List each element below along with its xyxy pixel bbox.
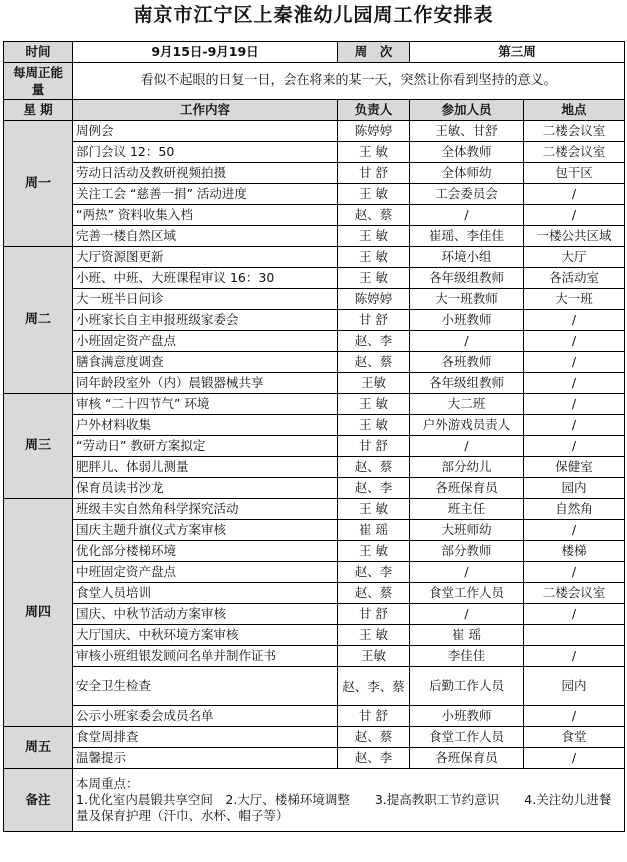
task-content: 小班、中班、大班课程审议 16：30 xyxy=(73,268,338,289)
task-content: 审核小班组银发顾问名单并制作证书 xyxy=(73,646,338,667)
task-location xyxy=(524,625,625,646)
task-owner: 赵、李 xyxy=(338,331,410,352)
day-label: 周三 xyxy=(4,394,73,499)
col-participants: 参加人员 xyxy=(410,100,524,121)
task-row xyxy=(4,184,625,205)
task-location: / xyxy=(524,562,625,583)
task-content: 保育员读书沙龙 xyxy=(73,478,338,499)
task-content: 国庆、中秋节活动方案审核 xyxy=(73,604,338,625)
col-content: 工作内容 xyxy=(73,100,338,121)
task-row xyxy=(4,604,625,625)
task-participants: 大班师幼 xyxy=(410,520,524,541)
task-owner: 陈婷婷 xyxy=(338,121,410,142)
motto-row xyxy=(4,63,625,100)
task-content: “两热” 资料收集入档 xyxy=(73,205,338,226)
task-owner: 王 敏 xyxy=(338,184,410,205)
task-owner: 赵、李、蔡 xyxy=(338,667,410,706)
task-participants: 部分教师 xyxy=(410,541,524,562)
task-content: 大厅国庆、中秋环境方案审核 xyxy=(73,625,338,646)
task-row xyxy=(4,394,625,415)
task-owner: 甘 舒 xyxy=(338,706,410,727)
task-owner: 王 敏 xyxy=(338,541,410,562)
week-label: 周 次 xyxy=(338,42,410,63)
task-row xyxy=(4,142,625,163)
remarks-label: 备注 xyxy=(4,769,73,832)
task-row xyxy=(4,748,625,769)
task-owner: 赵、李 xyxy=(338,748,410,769)
task-location: 二楼会议室 xyxy=(524,121,625,142)
day-label: 周五 xyxy=(4,727,73,769)
task-row xyxy=(4,457,625,478)
task-location: / xyxy=(524,748,625,769)
task-row xyxy=(4,352,625,373)
task-row xyxy=(4,727,625,748)
task-participants: 大二班 xyxy=(410,394,524,415)
task-participants: 食堂工作人员 xyxy=(410,727,524,748)
task-participants: / xyxy=(410,331,524,352)
task-row xyxy=(4,247,625,268)
task-location: / xyxy=(524,205,625,226)
task-location: / xyxy=(524,352,625,373)
task-location: / xyxy=(524,331,625,352)
task-owner: 王 敏 xyxy=(338,142,410,163)
task-row xyxy=(4,373,625,394)
task-owner: 赵、李 xyxy=(338,562,410,583)
task-participants: 工会委员会 xyxy=(410,184,524,205)
task-owner: 陈婷婷 xyxy=(338,289,410,310)
day-label: 周一 xyxy=(4,121,73,247)
task-location: / xyxy=(524,706,625,727)
task-location: 大一班 xyxy=(524,289,625,310)
task-location: 二楼会议室 xyxy=(524,583,625,604)
col-day: 星 期 xyxy=(4,100,73,121)
day-label: 周二 xyxy=(4,247,73,394)
task-row xyxy=(4,415,625,436)
task-row xyxy=(4,289,625,310)
task-location: / xyxy=(524,373,625,394)
task-content: 国庆主题升旗仪式方案审核 xyxy=(73,520,338,541)
task-owner: 王 敏 xyxy=(338,247,410,268)
task-participants: 小班教师 xyxy=(410,706,524,727)
task-row xyxy=(4,499,625,520)
task-content: 食堂人员培训 xyxy=(73,583,338,604)
task-location: / xyxy=(524,394,625,415)
task-location: 大厅 xyxy=(524,247,625,268)
task-owner: 王 敏 xyxy=(338,268,410,289)
task-participants: 各班保育员 xyxy=(410,478,524,499)
task-content: 食堂周排查 xyxy=(73,727,338,748)
task-participants: 全体师幼 xyxy=(410,163,524,184)
task-location: / xyxy=(524,646,625,667)
task-row xyxy=(4,562,625,583)
task-location: / xyxy=(524,415,625,436)
task-content: 大一班半日问诊 xyxy=(73,289,338,310)
task-participants: / xyxy=(410,562,524,583)
task-row xyxy=(4,478,625,499)
task-row xyxy=(4,226,625,247)
task-participants: / xyxy=(410,205,524,226)
task-participants: / xyxy=(410,604,524,625)
task-content: 劳动日活动及教研视频拍摄 xyxy=(73,163,338,184)
task-content: “劳动日” 教研方案拟定 xyxy=(73,436,338,457)
task-location: 园内 xyxy=(524,667,625,706)
task-owner: 王 敏 xyxy=(338,499,410,520)
task-owner: 王敏 xyxy=(338,373,410,394)
task-location: 保健室 xyxy=(524,457,625,478)
task-location: 一楼公共区域 xyxy=(524,226,625,247)
task-participants: 部分幼儿 xyxy=(410,457,524,478)
task-owner: 王敏 xyxy=(338,646,410,667)
task-content: 审核 “二十四节气” 环境 xyxy=(73,394,338,415)
task-row xyxy=(4,706,625,727)
task-content: 小班固定资产盘点 xyxy=(73,331,338,352)
task-location: / xyxy=(524,604,625,625)
task-participants: 后勤工作人员 xyxy=(410,667,524,706)
week-value: 第三周 xyxy=(410,42,625,63)
task-participants: 班主任 xyxy=(410,499,524,520)
task-participants: 户外游戏员责人 xyxy=(410,415,524,436)
task-participants: 崔 瑶 xyxy=(410,625,524,646)
task-content: 安全卫生检查 xyxy=(73,667,338,706)
task-location: / xyxy=(524,520,625,541)
header-row xyxy=(4,42,625,63)
task-owner: 王 敏 xyxy=(338,226,410,247)
column-header-row xyxy=(4,100,625,121)
task-content: 大厅资源图更新 xyxy=(73,247,338,268)
col-owner: 负责人 xyxy=(338,100,410,121)
task-location: 楼梯 xyxy=(524,541,625,562)
time-value: 9月15日-9月19日 xyxy=(73,42,338,63)
task-location: 食堂 xyxy=(524,727,625,748)
task-owner: 王 敏 xyxy=(338,625,410,646)
task-participants: 各年级组教师 xyxy=(410,268,524,289)
task-owner: 赵、蔡 xyxy=(338,457,410,478)
task-content: 小班家长自主申报班级家委会 xyxy=(73,310,338,331)
task-participants: 食堂工作人员 xyxy=(410,583,524,604)
task-location: 二楼会议室 xyxy=(524,142,625,163)
task-owner: 赵、李 xyxy=(338,478,410,499)
task-row xyxy=(4,163,625,184)
task-location: / xyxy=(524,184,625,205)
time-label: 时间 xyxy=(4,42,73,63)
task-row xyxy=(4,436,625,457)
task-content: 膳食满意度调查 xyxy=(73,352,338,373)
task-row xyxy=(4,583,625,604)
task-content: 周例会 xyxy=(73,121,338,142)
task-owner: 赵、蔡 xyxy=(338,352,410,373)
task-participants: 各班保育员 xyxy=(410,748,524,769)
schedule-table xyxy=(3,41,625,832)
task-content: 同年龄段室外（内）晨锻器械共享 xyxy=(73,373,338,394)
day-label: 周四 xyxy=(4,499,73,727)
task-location: 自然角 xyxy=(524,499,625,520)
task-participants: 环境小组 xyxy=(410,247,524,268)
task-participants: 王敏、甘舒 xyxy=(410,121,524,142)
remarks-row xyxy=(4,769,625,832)
task-owner: 赵、蔡 xyxy=(338,583,410,604)
task-owner: 赵、蔡 xyxy=(338,727,410,748)
task-participants: 小班教师 xyxy=(410,310,524,331)
task-owner: 崔 瑶 xyxy=(338,520,410,541)
task-row xyxy=(4,331,625,352)
task-participants: 各班教师 xyxy=(410,352,524,373)
task-location: 园内 xyxy=(524,478,625,499)
task-content: 完善一楼自然区域 xyxy=(73,226,338,247)
task-row xyxy=(4,310,625,331)
task-location: / xyxy=(524,436,625,457)
task-owner: 甘 舒 xyxy=(338,436,410,457)
task-row xyxy=(4,268,625,289)
remarks-cell xyxy=(73,769,625,832)
task-content: 关注工会 “慈善一捐” 活动进度 xyxy=(73,184,338,205)
remarks-heading: 本周重点： xyxy=(76,776,139,791)
task-participants: 全体教师 xyxy=(410,142,524,163)
task-content: 公示小班家委会成员名单 xyxy=(73,706,338,727)
page-title: 南京市江宁区上秦淮幼儿园周工作安排表 xyxy=(133,4,494,26)
task-row xyxy=(4,541,625,562)
task-content: 中班固定资产盘点 xyxy=(73,562,338,583)
task-content: 温馨提示 xyxy=(73,748,338,769)
task-content: 肥胖儿、体弱儿测量 xyxy=(73,457,338,478)
task-owner: 赵、蔡 xyxy=(338,205,410,226)
task-row xyxy=(4,646,625,667)
task-location: 包干区 xyxy=(524,163,625,184)
motto-label: 每周正能量 xyxy=(4,63,73,100)
task-owner: 王 敏 xyxy=(338,394,410,415)
remarks-text: 1.优化室内晨锻共享空间 2.大厅、楼梯环境调整 3.提高教职工节约意识 4.关注幼儿进餐量及保育护理（汗巾、水杯、帽子等） xyxy=(76,792,612,823)
task-location: / xyxy=(524,310,625,331)
task-content: 户外材料收集 xyxy=(73,415,338,436)
task-participants: 崔瑶、李佳佳 xyxy=(410,226,524,247)
task-row xyxy=(4,520,625,541)
col-location: 地点 xyxy=(524,100,625,121)
task-content: 优化部分楼梯环境 xyxy=(73,541,338,562)
task-row xyxy=(4,205,625,226)
task-content: 部门会议 12：50 xyxy=(73,142,338,163)
task-owner: 甘 舒 xyxy=(338,163,410,184)
task-owner: 甘 舒 xyxy=(338,310,410,331)
task-owner: 王 敏 xyxy=(338,415,410,436)
task-participants: / xyxy=(410,436,524,457)
motto-text: 看似不起眼的日复一日，会在将来的某一天，突然让你看到坚持的意义。 xyxy=(73,63,625,100)
task-participants: 各年级组教师 xyxy=(410,373,524,394)
task-row xyxy=(4,667,625,706)
task-owner: 甘 舒 xyxy=(338,604,410,625)
task-participants: 李佳佳 xyxy=(410,646,524,667)
task-location: 各活动室 xyxy=(524,268,625,289)
task-row xyxy=(4,121,625,142)
task-content: 班级丰实自然角科学探究活动 xyxy=(73,499,338,520)
task-row xyxy=(4,625,625,646)
task-participants: 大一班教师 xyxy=(410,289,524,310)
